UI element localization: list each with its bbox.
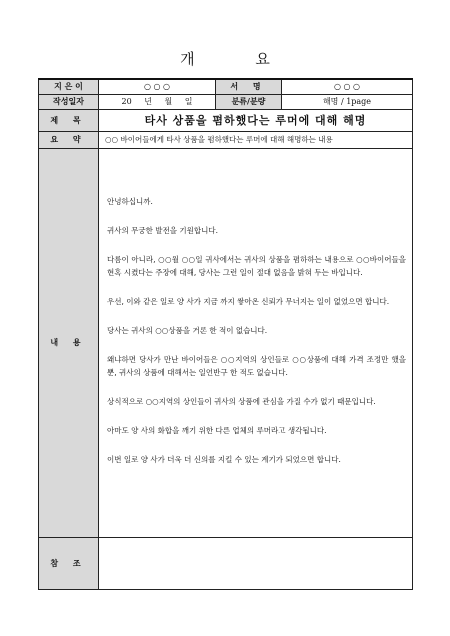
overview-table bbox=[38, 78, 413, 590]
author-value: ○ ○ ○ bbox=[99, 79, 216, 94]
content-label: 내 용 bbox=[39, 148, 99, 537]
signature-label: 서 명 bbox=[216, 79, 282, 94]
content-paragraph: 왜냐하면 당사가 만난 바이어들은 ○○지역의 상인들로 ○○상품에 대해 가격 조정만 했을 뿐, 귀사의 상품에 대해서는 일언반구 한 적도 없습니다. bbox=[107, 354, 406, 377]
content-paragraph: 이번 일로 양 사가 더욱 더 신의를 지킬 수 있는 계기가 되었으면 합니다. bbox=[107, 454, 341, 464]
reference-label: 참 조 bbox=[39, 537, 99, 589]
subject-value: 타사 상품을 폄하했다는 루머에 대해 해명 bbox=[99, 109, 413, 131]
content-paragraph: 안녕하십니까. bbox=[107, 196, 153, 206]
category-value: 해명 / 1page bbox=[282, 94, 413, 109]
content-body bbox=[99, 148, 413, 537]
summary-value: ○○ 바이어들에게 타사 상품을 폄하했다는 루머에 대해 해명하는 내용 bbox=[99, 131, 413, 148]
content-paragraph: 당사는 귀사의 ○○상품을 거론 한 적이 없습니다. bbox=[107, 325, 268, 335]
content-paragraph: 다름이 아니라, ○○월 ○○일 귀사에서는 귀사의 상품을 폄하하는 내용으로 ○○바이어들을 현혹 시켰다는 주장에 대해, 당사는 그런 일이 절대 없음을 밝혀 두는 바입니다. bbox=[107, 254, 406, 277]
content-paragraph: 귀사의 무궁한 발전을 기원합니다. bbox=[107, 225, 218, 235]
summary-label: 요 약 bbox=[39, 131, 99, 148]
category-label: 분류/분량 bbox=[216, 94, 282, 109]
subject-label: 제 목 bbox=[39, 109, 99, 131]
date-label: 작성일자 bbox=[39, 94, 99, 109]
reference-value bbox=[99, 537, 413, 589]
content-paragraph: 우선, 이와 같은 일로 양 사가 지금 까지 쌓아온 신뢰가 무너지는 일이 없었으면 합니다. bbox=[107, 296, 390, 306]
author-label: 지 은 이 bbox=[39, 79, 99, 94]
content-paragraph: 상식적으로 ○○지역의 상인들이 귀사의 상품에 관심을 가질 수가 없기 때문입니다. bbox=[107, 396, 376, 406]
document-title: 개 요 bbox=[180, 50, 298, 68]
signature-value: ○ ○ ○ bbox=[282, 79, 413, 94]
content-paragraph: 아마도 양 사의 화합을 깨기 위한 다른 업체의 루머라고 생각됩니다. bbox=[107, 425, 327, 435]
date-value: 20 년 월 일 bbox=[99, 94, 216, 109]
